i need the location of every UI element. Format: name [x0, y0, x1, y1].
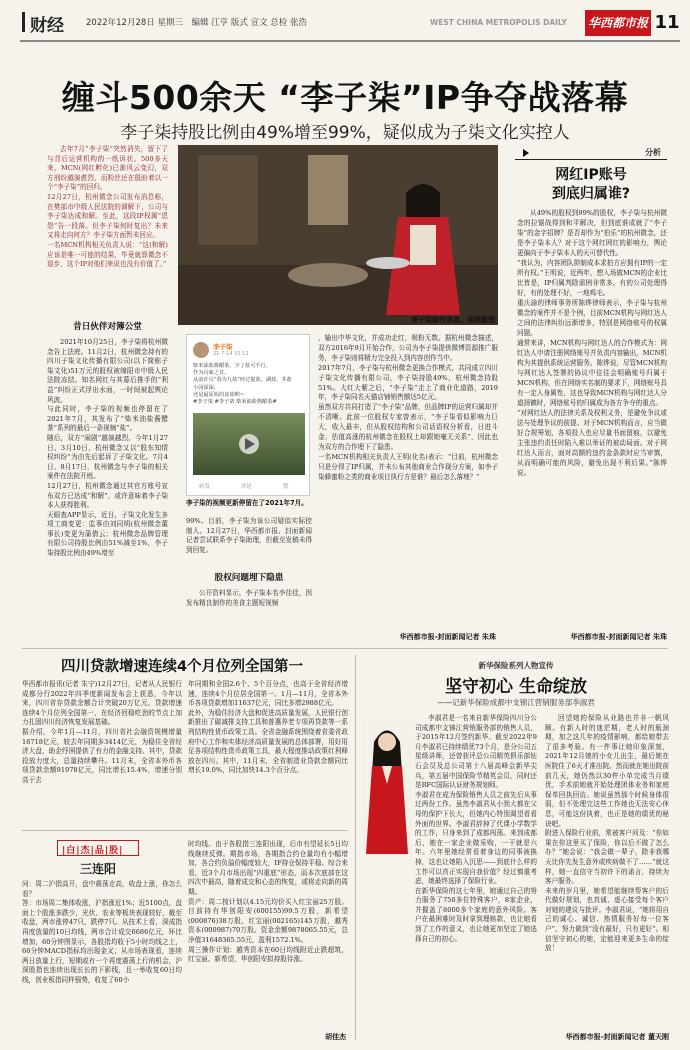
- header-bar-mark: [22, 12, 25, 32]
- play-icon: [193, 413, 305, 475]
- lead-photo: [178, 145, 498, 325]
- portrait-illustration: [362, 714, 412, 854]
- weibo-body: 柴米油盐酱醋茶，少了盐可不行。 作为百味之首， 从前许尽“春为九盐”经过提盐，湖盐，井盐 小园深深， 还是最原始的食盐哟~ #李子柒 #李子柒 柴米油盐酱醋茶#: [193, 363, 292, 406]
- weibo-repost-label[interactable]: 转发: [199, 484, 211, 490]
- feature-kicker: 新华保险系列人物宣传: [478, 661, 554, 670]
- lead-subhead-2: 股权问题埋下隐患: [214, 573, 284, 583]
- stock-signature: 胡佳杰: [325, 1033, 346, 1041]
- stock-column-1: 问：周二沪指高开，盘中震荡走高，收盘上涨，你怎么看？ 答：市场周二集体收涨，沪指涨近1%；近5100点，盘面上个股涨多跌少，光伏、农业等板块表现较好，截至收盘，两市涨停47只，跌停7只。从技术上看，深成指再度放量的10日均线，两市合计成交6686亿元，环比增加，60分钟图显示，各股指均收于5小时均线之上，60分钟MACD指标均出现金叉；从市场表现看，连续两日放量上行，短期或有一个再度震荡上行的机会，沪深股指也连续出现长长的下影线，且一举收复60日均线，创业板指同样强势，收复了60小: [22, 880, 182, 984]
- stock-column-2: 时均线。由于各股指三连阳出现，后市有望延长5日均线继续反弹。期指市场，各期指合约仓量均有小幅增加，各合约负溢价幅度较大，IF持仓保持平稳。综合来看，近3个月市场出现“四重底”形态，而本次底部在这四次中最高，随着成交和心态的恢复，或将走向新的周期。 资产：周二按计划以4.15元均价买入红宝丽25万股。目前持有华创阳安(600155)99.5万股，新希望(000876)38万股，红宝丽(002165)145万股，越秀资本(000987)70万股。资金余额9878065.55元，总净值31648365.55元，盈利1572.1%。 周三操作计划：越秀资本在60日均线附近止跌超筑，红宝丽、新希望，华创阳安拟持股待涨。: [188, 840, 348, 964]
- feature-column-2: 回望她的保险从业路也并非一帆风顺。有新人时的迷茫期，老人时的瓶颈期，加之这几年的疫情影响，都给她带去了很多考验。有一件事让她印象深刻，2021年12月她的小女儿出生，最后她在医院住了6天才准出院。然而就在她出院前前几天，她仍然以30件小单完成当月绩优，手术前她就开始处理团体业务和家庭保单回执回访。她说虽然那个时候身体很弱，但不处理完这些工作她也无法安心休息，可能这份执着，也正是她的绩优的秘诀吧。 附进入保险行业前，常被客户问及：“你如果在你这里买了保险，你以后不做了怎么办？”她会说：“我会做一辈子，除非我哪天比你先发生意外或疾病做不了……”就这样，她一直信守当初许下的诺言，持续为客户服务。 未来的岁月里，她希望能继续帮客户的后代做好规划，也真诚、虚心接受每个客户对她的建议与批评。李淑君说，“她将用自己的诚心、诚信、热情服务好每一位客户”，努力做到“没有最好，只有更好”。相信坚守初心的她，定能迎来更多生命的绽放！: [545, 714, 669, 953]
- feature-signature: 华西都市报-封面新闻记者 董天刚: [565, 1033, 669, 1041]
- loans-divider: [22, 830, 348, 831]
- lead-column-1: 2021年10月25日，李子柒将杭州微念告上法庭。11月2日，杭州微念持有的四川子柒文化传播有限公司(以下简称子柒文化)51万元的股权被绵阳市中级人民法院冻结。知名网红与其幕后推手的“利益”纠纷正式浮出水面，一时间被起舆论风波。 与此同时，李子柒的视频也停留在了2021年7月，其发布了“柴米油盐酱醋茶”系列的最后一条视频“盐”。 随后，双方“闹剧”越演越烈。今年1月27日、3月10日，杭州微念又以“股东知情权纠纷”为由先后起诉了子柒文化。7月4日、8月17日，杭州微念与李子柒的相关案件在法院开庭。 12月27日，杭州微念通过其官方账号宣布双方已达成“和解”，或许意味着李子柒本人获得胜利。 天眼查APP显示，近日，子柒文化发生多项工商变更：监事由刘同明(杭州微念董事长)变更为蒲倩云；杭州微念品牌管理有限公司持股比例由51%减至1%，李子柒持股比例由49%增至: [47, 338, 168, 558]
- analysis-signature: 华西都市报-封面新闻记者 朱珠: [570, 633, 667, 641]
- analysis-body: 从49%的股权到99%的股权，李子柒与杭州微念的拉锯战得到和平解决，但到底谁成就了“李子柒”的金字招牌？是否却作为“伯乐”的杭州微念，还是李子柒本人？对于这个网红网红的影响力，舆论更偏向于李子柒本人的天可替代性。 “我认为，内容团队抑制成本求拍方应拥有IP的一定所有权。”王明说，近两年，想入场做MCN的企业比比皆是，IP归属判除需例非常多，有的公司处理得好，有的处理不好，一地鸡毛。 重庆渝的律师事务所陈烨律师表示，李子柒与杭州微念的案件并不是个例，目前MCN机构与网红达人之间的法律纠纷远渐增多，特别是网络账号的权属问题。 通常来讲，MCN机构与网红达人的合作模式为：网红达人申请注册网络账号并负责内容输出，MCN机构为其提供系统运营服务。陈烨说，尽管MCN机构与网红达人签署的协议中往往会明确账号归属于MCN机构，但在网络实名制的要求下，网络账号具有一定人身属性，这也导致MCN机构与网红达人分道扬镳时，网络账号的归属成为各方争夺的重点。 “对网红达人的法律关系及权利义务，是避免争议或法与处理争议的前提。对于MCN机构而言，应当做好合规筹划，各项投入也应尽量书面留痕，以避免主张违约责任时陷入难以举证的被动局面。对于网红达人而言，面对高额的违约金条款时应当审慎，从而明确可能的风险，避免出现不利后果。”陈烨说。: [517, 209, 667, 477]
- lead-column-3: ，输出中华文化，并成功走红，吸粉无数。据杭州微念描述，双方2016年9月开始合作，公司为李子柒提供微博资源推广服务，李子柒则将精力完全投入到内容创作当中。 2017年7月，李子柒与杭州微念更换合作模式，共同成立四川子柒文化传播有限公司，李子柒持股49%，杭州微念持股51%。大红大紫之后，“李子柒”走上了商业化道路，2019年，李子柒同名天猫店铺销售额达5亿元。 虽然双方共同打造了“李子柒”品牌，但品牌IP的运营归属却并不清晰。此前一位股权专家曾表示，“李子柒看似影响力巨大，收入最丰，但从股权结构和公司话语权分析看，日进斗金、估值高涨的杭州微念在股权上却跟她毫无关系”，因此也为双方的合作埋下了隐患。 一名MCN机构相关负责人王明(化名)表示：“目前，杭州微念只是分得了IP归属，并未公布其他商业合作现分方案，如李子柒蜂蜜粉之类的商业项目执行方是谁？最后怎么落地？”: [318, 334, 498, 481]
- header-date-line: 2022年12月28日 星期三 编辑 江亨 版式 宣文 总检 张浩: [86, 18, 307, 28]
- header-rule: [20, 40, 680, 42]
- weibo-comment-label[interactable]: 评论: [241, 484, 253, 490]
- cooking-scene-illustration: [178, 145, 498, 325]
- lead-headline: 缠斗500余天 “李子柒”IP争夺战落幕: [61, 78, 629, 117]
- weibo-video-thumbnail: [193, 413, 305, 475]
- lead-photo-caption: 李子柒制作美食。视频截图: [411, 316, 495, 324]
- column-separator: [355, 655, 356, 1040]
- section-label: 财经: [30, 16, 64, 36]
- feature-column-1: 李淑君是一名来自新华保险四川分公司成都中支锦江营销服务部的销售人员，于2015年12月签约新华。截至2022年9月李淑君已持续绩优73个月，是分公司五星级讲师，还曾获评总公司精英俱乐部钻石会员及总公司第十八届高峰会新华尖兵，第五届中国保险节精英会员，同时还是RFC国际认证财务规划师。 李淑君在成为保险销售人员之前先后从事过两份工作。虽然李淑君从小到大都在父母的保护下长大，但她内心特别渴望看看外面的世界。李淑君辞掉了代课小学数学的工作，只身来到了成都闯荡。来到成都后，她在一家企业做采购，一干就是六年。六年里她经常看着身边的同事被换掉，这也让她陷入沉思——到底什么样的工作可以真正实现自我价值？经过慎重考虑，她最终选择了保险行业。 在新华保险的这七年里，她通过自己的努力服务了750多位特殊客户，8家企业，并握盖了8000多个家庭的意外风险。客户在最困难时及时拿到理赔款，也让她看到了工作的意义，也让她更加坚定了她选择自己的初心。: [415, 714, 537, 943]
- phone-caption: 李子柒的视频更新停留在了2021年7月。: [186, 499, 308, 507]
- analysis-tag-marker: [523, 149, 529, 157]
- analysis-tag-box: [515, 146, 667, 160]
- feature-headline: 坚守初心 生命绽放: [445, 677, 587, 697]
- stock-tag: |白|杰|品|股|: [62, 846, 124, 856]
- stock-title: 三连阳: [79, 862, 116, 876]
- weibo-phone-screenshot: [186, 334, 310, 496]
- loans-column-1: 华西都市报讯(记者 朱宁)12月27日，记者从人民银行成都分行2022年四季度新闻发布会上获悉，今年以来，四川省存贷款余额合计突破20万亿元，贷款增速连续4个月位列全国第一，在经济回稳吃劲的节点上加力扎固四川经济恢复发展基础。 据介绍，今年1月—11月，四川省社会融资规模增量16718亿元，较去年同期多3414亿元，为稳住全省经济大盘，助企纾困提供了有力的金融支持。其中，贷款投放力度大，总量持续攀升。11月末，全省本外币各项贷款余额91978亿元，同比增长15.4%，增速分别高于去: [22, 680, 182, 784]
- feature-portrait: [362, 714, 412, 854]
- masthead-logo: 华西都市报: [585, 10, 651, 36]
- loans-headline: 四川贷款增速连续4个月位列全国第一: [60, 659, 304, 675]
- lead-column-2b-part1: 公开资料显示，李子柒本名李佳佳，因发布精良制作的美食主题短视频: [186, 589, 312, 607]
- lead-subhead-1: 昔日伙伴对簿公堂: [73, 322, 142, 332]
- weibo-author: 李子柒: [213, 343, 233, 351]
- section-divider: [22, 648, 668, 649]
- feature-subhead: ——记新华保险成都中支锦江营销服务部李淑君: [437, 698, 595, 707]
- weibo-time: 21-7-14 15:12: [213, 351, 249, 357]
- analysis-tag: 分析: [645, 148, 661, 157]
- weibo-like-label[interactable]: 赞: [283, 484, 289, 490]
- page-number: 11: [654, 12, 680, 33]
- analysis-title: 网红IP账号 到底归属谁?: [551, 167, 631, 202]
- masthead-en: WEST CHINA METROPOLIS DAILY: [430, 18, 567, 27]
- page-header: [0, 0, 690, 44]
- lead-signature: 华西都市报-封面新闻记者 朱珠: [399, 633, 496, 641]
- lead-column-2a: 99%。目前，李子柒为该公司疑似实际控制人。12月27日，华西都市报、封面新闻记者尝试联系李子柒助理，但截至发稿未得到回复。: [186, 517, 312, 554]
- lead-subheadline: 李子柒持股比例由49%增至99%，疑似成为子柒文化实控人: [120, 123, 570, 143]
- weibo-avatar: [193, 342, 209, 358]
- lead-intro: 去年7月“李子柒”突然消失，留下了与背后运营机构的一纸诉状。500多天来，MCN(网红孵化)已渐风云变幻，双方刑纷越演愈烈，而粉丝还在殷盼着以一个“李子柒”的回归。 12月27日，杭州微念公司发布消息称，在樊部市中级人民法院的调解下，公司与李子柒达成和解。至此，这段IP权属“恩怨”告一段落。但李子柒何时复出？未来又将走向何方？李子柒方面暂未回应。 一名MCN机构相关负责人说：“这(和解)应该是唯一可能的结果，毕竟就算微念不退步，这个IP对他们来说也没有价值了。”: [47, 145, 168, 269]
- loans-column-2: 年同期和全国2.6个、5个百分点，也高于全省经济增速，连续4个月位居全国第一。1月—11月，全省本外币各项贷款增加11637亿元，同比多增2988亿元。 此外，为稳住经济大盘和促进高质量发展，人民银行创新推出了碳减排支持工具和普惠养老专项再贷款等一系列结构性货币政策工具。全省金融系统围绕着省委省政府中心工作和实体经济高质量发展的总体部署，用好用足各项结构性货币政策工具，最大程度推动政策红利释放在四川。其中，11月末，全省制造业贷款余额同比增长19.0%，同比加快14.3个百分点。: [188, 680, 348, 775]
- stock-tag-box: [57, 840, 139, 856]
